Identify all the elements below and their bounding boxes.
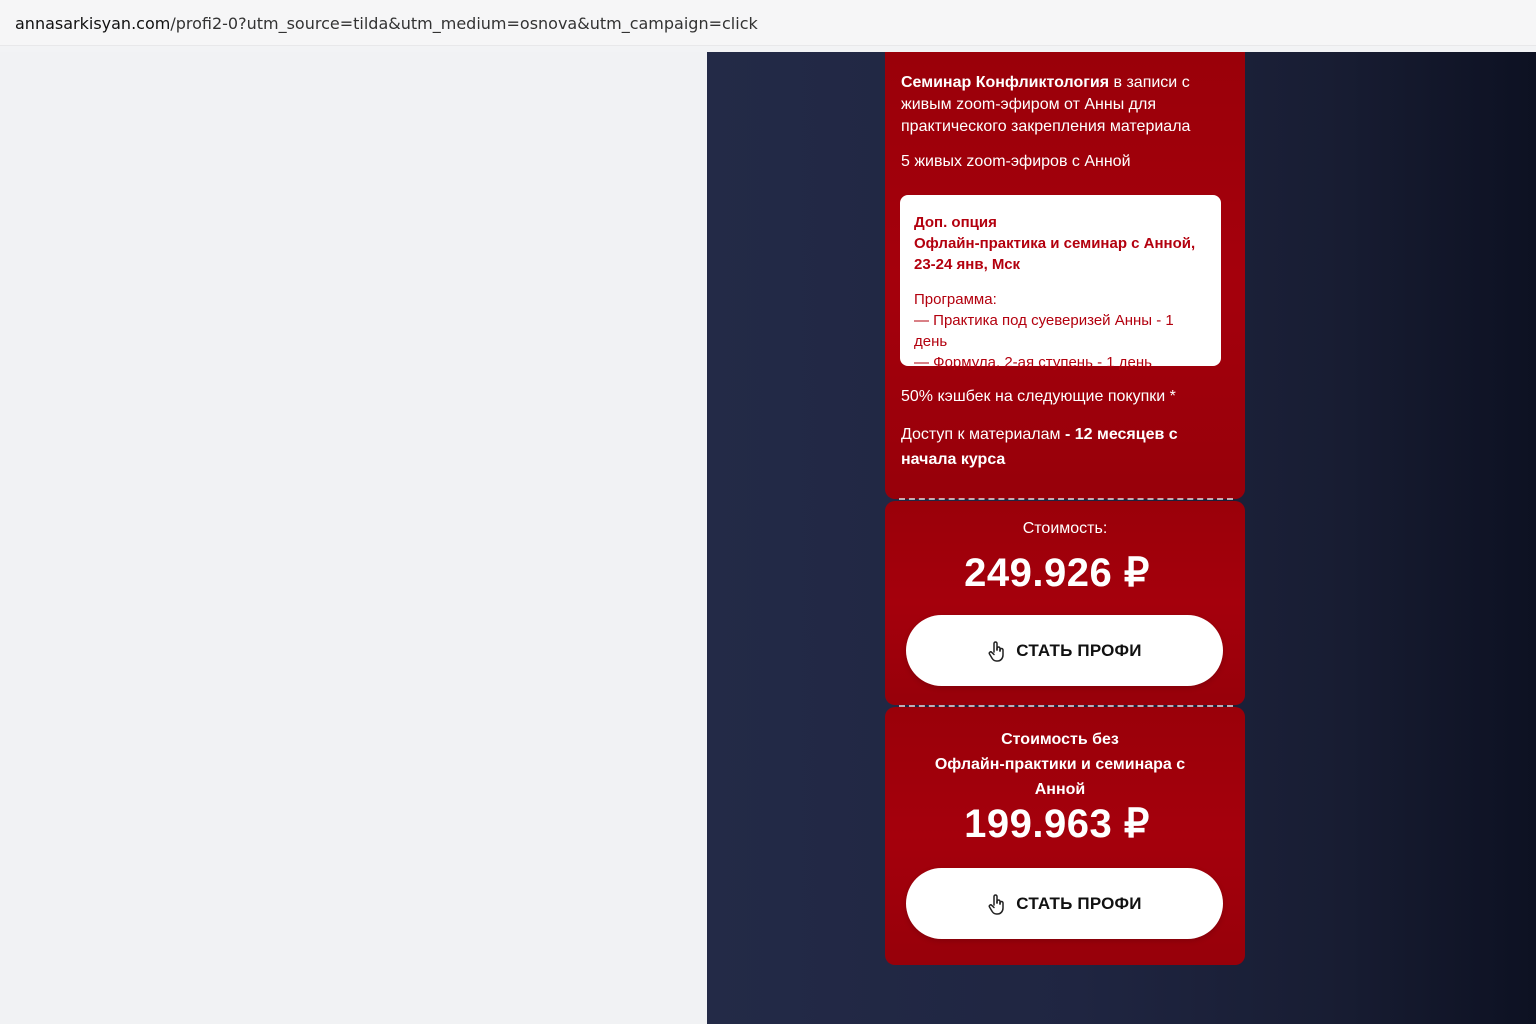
url-domain: annasarkisyan.com — [15, 14, 171, 33]
full-price-label: Стоимость: — [1022, 520, 1108, 537]
dashed-divider — [899, 498, 1233, 500]
url-path: /profi2-0?utm_source=tilda&utm_medium=osnova&utm_campaign=click — [170, 14, 758, 33]
feature-zoom: 5 живых zoom-эфиров с Анной — [901, 153, 1131, 170]
option-title-line: Офлайн-практика и семинар с Анной, — [914, 235, 1196, 252]
program-item: — Практика под суеверизей Анны - 1 день — [914, 312, 1174, 350]
basic-label-line: Офлайн-практики и семинара с — [934, 756, 1186, 773]
basic-price: 199.963 ₽ — [964, 802, 1150, 846]
option-title-line: Доп. опция — [914, 214, 997, 231]
option-title-line: 23-24 янв, Мск — [914, 256, 1021, 273]
pointer-hand-icon — [987, 640, 1007, 662]
basic-price-label — [880, 727, 1240, 802]
option-title — [914, 212, 1207, 275]
feature-seminar-bold: Семинар Конфликтология — [901, 74, 1110, 91]
become-pro-button-full[interactable] — [906, 615, 1223, 686]
program-item: — Формула, 2-ая ступень - 1 день — [914, 354, 1152, 371]
address-text[interactable] — [15, 14, 758, 33]
program-label: Программа: — [914, 291, 997, 308]
extra-option-box — [900, 195, 1221, 371]
page-left-blank — [0, 52, 707, 1024]
become-pro-button-basic[interactable] — [906, 868, 1223, 939]
feature-seminar — [901, 72, 1221, 138]
button-label: СТАТЬ ПРОФИ — [1016, 640, 1142, 660]
feature-access-prefix: Доступ к материалам — [901, 426, 1061, 443]
dashed-divider — [899, 705, 1233, 707]
basic-label-line: Анной — [1034, 781, 1086, 798]
browser-url-bar[interactable] — [0, 0, 1536, 46]
basic-label-line: Стоимость без — [1001, 731, 1119, 748]
feature-access — [901, 422, 1221, 472]
pointer-hand-icon — [987, 893, 1007, 915]
button-label: СТАТЬ ПРОФИ — [1016, 893, 1142, 913]
feature-seminar-rest: в записи с живым zoom-эфиром от Анны для практического закрепления материала — [901, 74, 1191, 135]
full-price: 249.926 ₽ — [964, 551, 1150, 595]
feature-cashback: 50% кэшбек на следующие покупки * — [901, 388, 1176, 405]
option-program — [914, 289, 1207, 373]
feature-access-bold: - 12 месяцев с начала курса — [901, 426, 1178, 468]
